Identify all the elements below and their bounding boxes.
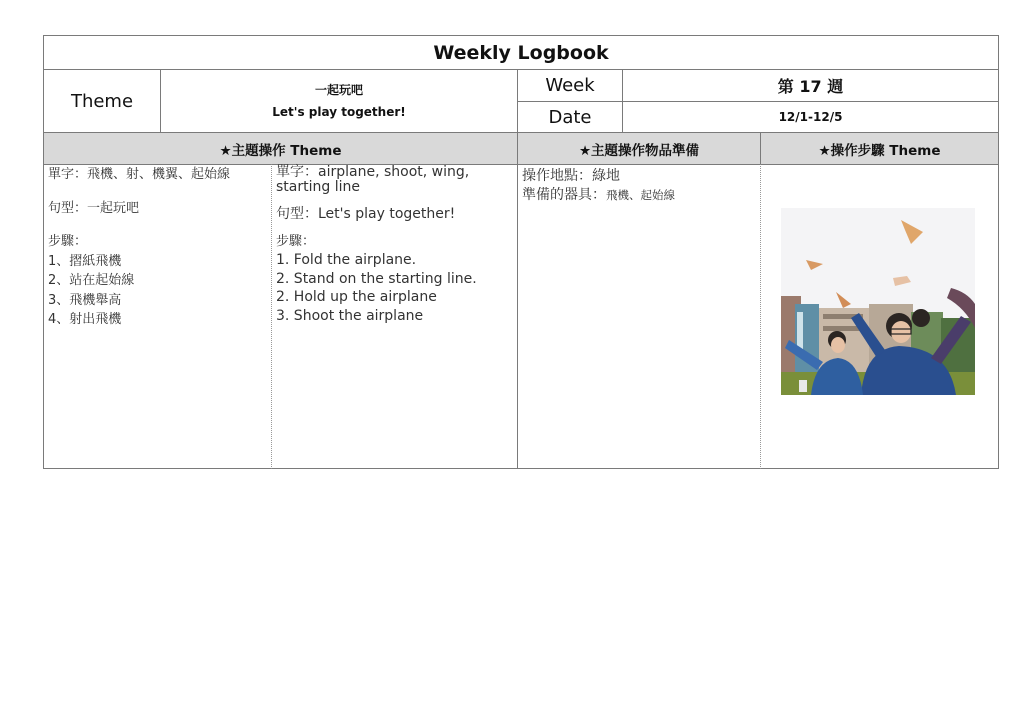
theme-zh: 一起玩吧 xyxy=(314,83,363,97)
theme-en: Let's play together! xyxy=(272,105,406,119)
date-label: Date xyxy=(517,101,623,133)
week-value: 第 17 週 xyxy=(622,69,999,102)
logbook-title: Weekly Logbook xyxy=(43,35,999,70)
location-label: 操作地點： xyxy=(522,168,592,184)
en-sentence: 句型：Let's play together! xyxy=(276,206,456,222)
equipment-label: 準備的器具： xyxy=(522,187,606,203)
zh-steps-label: 步驟： xyxy=(48,234,88,249)
theme-ops-header: ★主題操作 Theme xyxy=(43,132,518,165)
en-steps-label: 步驟： xyxy=(276,234,316,249)
week-label: Week xyxy=(517,69,623,102)
zh-content-cell xyxy=(43,164,272,469)
equipment-line xyxy=(522,186,756,205)
materials-header: ★主題操作物品準備 xyxy=(517,132,761,165)
materials-content-cell xyxy=(517,164,761,469)
equipment-value: 飛機、起始線 xyxy=(606,188,675,202)
en-step: 1. Fold the airplane. xyxy=(276,252,417,268)
zh-sentence: 句型：一起玩吧 xyxy=(48,200,140,216)
theme-label: Theme xyxy=(43,69,161,133)
date-value: 12/1-12/5 xyxy=(622,101,999,133)
paper-airplane-photo xyxy=(781,208,975,395)
zh-step: 1、摺紙飛機 xyxy=(48,253,122,269)
en-step: 2. Stand on the starting line. xyxy=(276,270,477,287)
en-vocab: 單字：airplane, shoot, wing, starting line xyxy=(276,164,470,195)
photo-cell xyxy=(760,164,999,469)
steps-header: ★操作步驟 Theme xyxy=(760,132,999,165)
location-value: 綠地 xyxy=(592,168,620,184)
theme-value-cell xyxy=(160,69,518,133)
en-step: 2. Hold up the airplane xyxy=(276,289,437,305)
zh-vocab: 單字：飛機、射、機翼、起始線 xyxy=(48,167,231,182)
zh-step: 4、射出飛機 xyxy=(48,312,122,327)
zh-step: 3、飛機舉高 xyxy=(48,292,122,308)
en-step: 3. Shoot the airplane xyxy=(276,307,424,324)
en-content-cell xyxy=(271,164,518,469)
location-line xyxy=(522,167,756,186)
zh-step: 2、站在起始線 xyxy=(48,273,135,288)
